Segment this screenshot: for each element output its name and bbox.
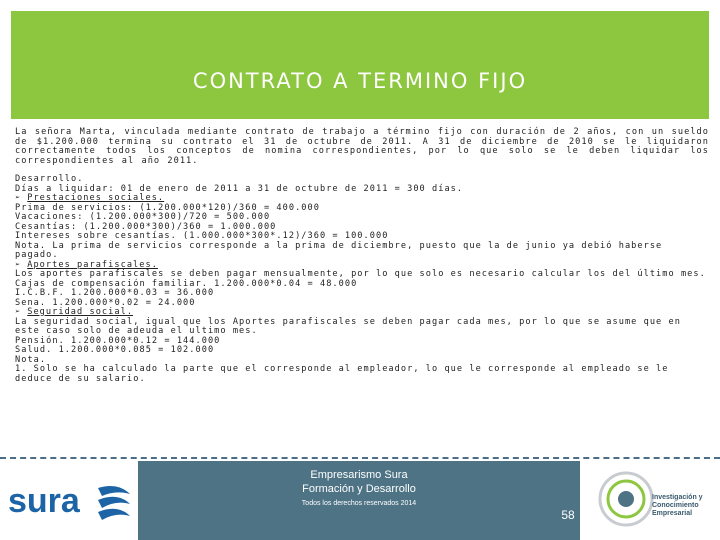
aportes-text: Los aportes parafiscales se deben pagar mensualmente, por lo que solo es necesario calcular los del último mes. (15, 269, 706, 279)
footer-line-2: Formación y Desarrollo (302, 483, 416, 495)
cajas-line: Cajas de compensación familiar. 1.200.000*0.04 = 48.000 (15, 278, 358, 289)
sura-logo-swoosh-top (98, 486, 130, 496)
title-banner (11, 11, 709, 119)
sura-logo-text: sura (8, 482, 80, 520)
dias-line: Días a liquidar: 01 de enero de 2011 a 31 de octubre de 2011 = 300 días. (15, 183, 464, 194)
logo-circle-core (618, 491, 634, 507)
footer-divider (0, 457, 720, 459)
footer-line-1: Empresarismo Sura (310, 469, 408, 481)
salud-line: Salud. 1.200.000*0.085 = 102.000 (15, 345, 215, 355)
arrow-bullet-icon: ➢ (15, 307, 22, 317)
prima-line: Prima de servicios: (1.200.000*120)/360 = 400.000 (15, 202, 320, 213)
arrow-bullet-icon: ➢ (15, 259, 22, 270)
slide-body (15, 128, 709, 384)
sena-line: Sena. 1.200.000*0.02 = 24.000 (15, 297, 196, 308)
nota-heading: Nota. (15, 354, 47, 365)
bullet-label: Seguridad social. (27, 307, 134, 317)
sura-logo-swoosh-bottom (98, 509, 130, 520)
logo-right-text: Investigación y Conocimiento Empresarial (652, 494, 703, 517)
cesantias-line: Cesantías: (1.200.000*300)/360 = 1.000.000 (15, 221, 277, 232)
desarrollo-heading: Desarrollo. (15, 174, 84, 184)
slide-title: CONTRATO A TERMINO FIJO (192, 69, 528, 93)
bullet-label: Aportes parafiscales. (27, 259, 158, 270)
bullet-label: Prestaciones sociales. (27, 193, 165, 203)
pension-line: Pensión. 1.200.000*0.12 = 144.000 (15, 335, 221, 346)
footer-line-3: Todos los derechos reservados 2014 (301, 500, 417, 507)
seguridad-text: La seguridad social, igual que los Aportes parafiscales se deben pagar cada mes, por lo que se asume que en este caso solo de adeuda el ultimo mes. (15, 316, 681, 336)
nota-prima-line: Nota. La prima de servicios corresponde a la prima de diciembre, puesto que la de junio ya debió haberse pagado. (15, 240, 663, 260)
vacaciones-line: Vacaciones: (1.200.000*300)/720 = 500.000 (15, 212, 271, 222)
footer-caption (138, 468, 580, 512)
intereses-line: Intereses sobre cesantías. (1.000.000*300*.12)/360 = 100.000 (15, 231, 389, 241)
nota-1-line: 1. Solo se ha calculado la parte que el corresponde al empleador, lo que le corresponde al empleado se le deduce de su salario. (15, 364, 669, 384)
page-number: 58 (561, 508, 575, 522)
arrow-bullet-icon: ➢ (15, 193, 22, 203)
intro-paragraph: La señora Marta, vinculada mediante contrato de trabajo a término fijo con duración de 2 años, con un sueldo de $1.200.000 termina su contrato el 31 de octubre de 2011. A 31 de diciembre de 2010 se le liquidaron correctamente todos los conceptos de nomina correspondientes, por lo que solo se le deben liquidar los correspondientes al año 2011. (15, 127, 709, 166)
sura-logo-swoosh-mid (98, 497, 130, 508)
sura-logo (6, 478, 132, 522)
icbf-line: I.C.B.F. 1.200.000*0.03 = 36.000 (15, 288, 215, 298)
